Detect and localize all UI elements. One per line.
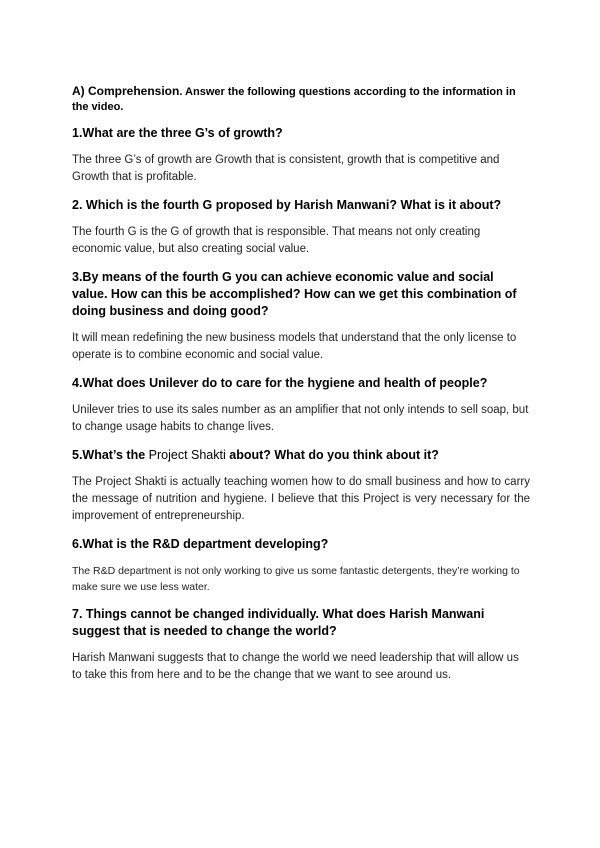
question-2: 2. Which is the fourth G proposed by Harish Manwani? What is it about? — [72, 198, 502, 212]
question-5-prefix: 5.What’s the — [72, 448, 149, 462]
question-5 — [72, 447, 530, 464]
answer-2: The fourth G is the G of growth that is responsible. That means not only creating economic value, but also creating social value. — [72, 226, 481, 255]
intro-lead: A) Comprehension — [72, 84, 180, 98]
question-7: 7. Things cannot be changed individually. What does Harish Manwani suggest that is needed to change the world? — [72, 607, 485, 638]
question-5-highlight: Project Shakti — [148, 448, 226, 462]
question-1: 1.What are the three G’s of growth? — [72, 126, 283, 140]
answer-1: The three G’s of growth are Growth that is consistent, growth that is competitive and Growth that is profitable. — [72, 154, 500, 183]
intro-rest: . Answer the following questions according to the information in the video. — [72, 86, 516, 113]
answer-6: The R&D department is not only working to give us some fantastic detergents, they’re working to make sure we use less water. — [72, 565, 520, 593]
question-4: 4.What does Unilever do to care for the hygiene and health of people? — [72, 376, 488, 390]
question-3: 3.By means of the fourth G you can achieve economic value and social value. How can this be accomplished? How can we get this combination of doing business and doing good? — [72, 270, 517, 318]
question-6: 6.What is the R&D department developing? — [72, 537, 329, 551]
answer-7: Harish Manwani suggests that to change the world we need leadership that will allow us to take this from here and to be the change that we want to see around us. — [72, 652, 519, 681]
intro-instruction — [72, 84, 530, 115]
answer-3: It will mean redefining the new business models that understand that the only license to operate is to combine economic and social value. — [72, 332, 517, 361]
question-5-suffix: about? What do you think about it? — [225, 448, 439, 462]
answer-4: Unilever tries to use its sales number as an amplifier that not only intends to sell soap, but to change usage habits to change lives. — [72, 404, 529, 433]
answer-5: The Project Shakti is actually teaching women how to do small business and how to carry the message of nutrition and hygiene. I believe that this Project is very necessary for the improvement of entrepreneurship. — [72, 476, 530, 522]
document-content — [72, 84, 530, 695]
